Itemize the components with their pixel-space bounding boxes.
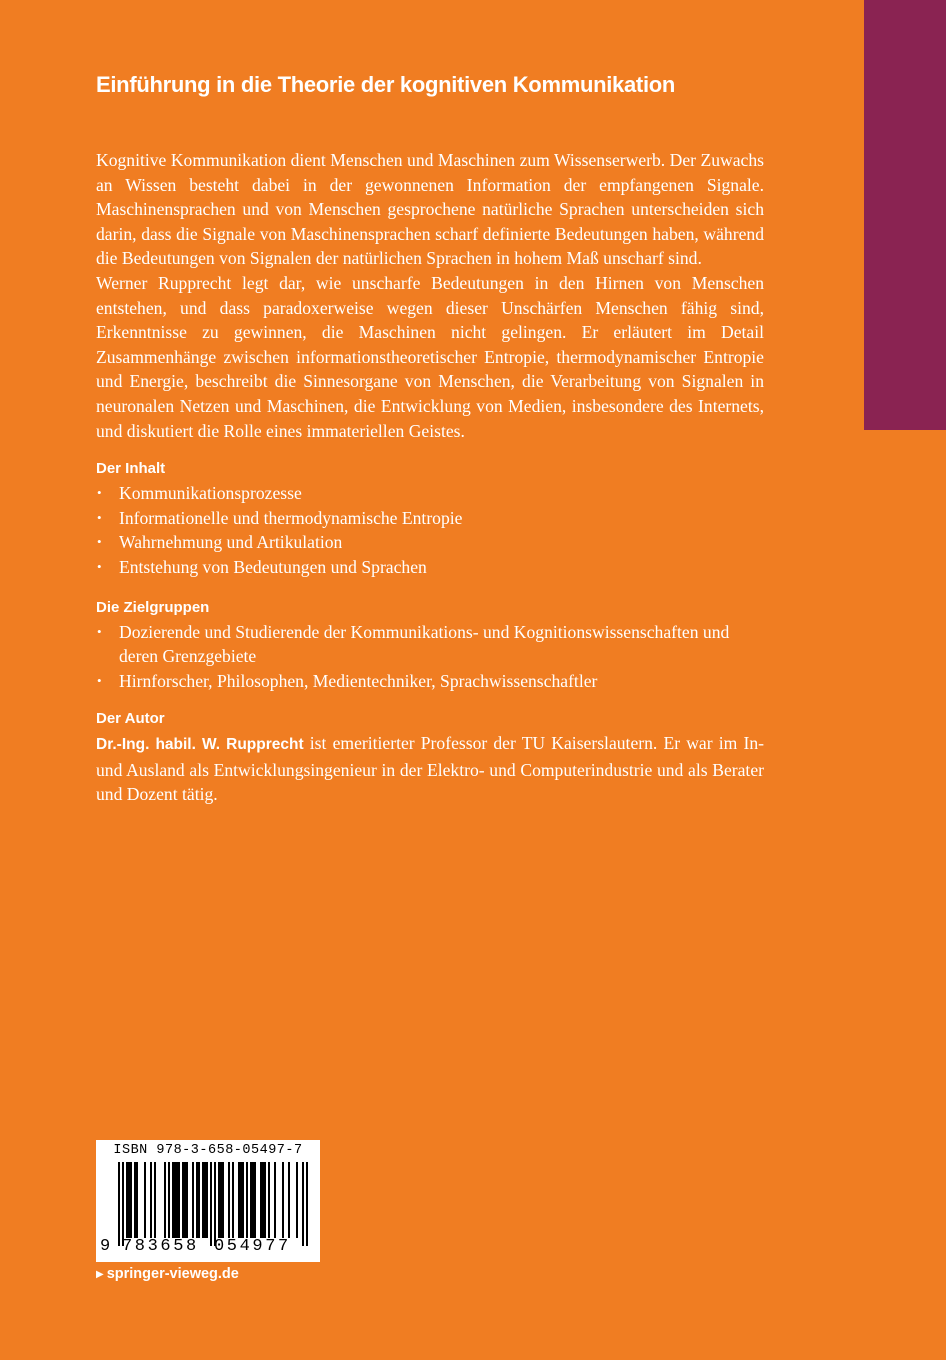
barcode-bar bbox=[182, 1162, 184, 1238]
barcode-bar bbox=[174, 1162, 176, 1238]
barcode-guard-bar bbox=[214, 1162, 216, 1246]
barcode-bar bbox=[274, 1162, 276, 1238]
autor-heading: Der Autor bbox=[96, 710, 165, 728]
autor-paragraph bbox=[96, 731, 764, 807]
arrow-right-icon: ▶ bbox=[96, 1269, 104, 1280]
barcode-bar bbox=[242, 1162, 244, 1238]
barcode-bar bbox=[220, 1162, 222, 1238]
barcode-bar bbox=[250, 1162, 252, 1238]
barcode-bar bbox=[218, 1162, 220, 1238]
barcode-bar bbox=[168, 1162, 170, 1238]
zielgruppen-list bbox=[96, 620, 764, 694]
barcode-bar bbox=[176, 1162, 178, 1238]
author-bio: ist emeritierter Professor der TU Kaiserslautern. Er war im In- und Ausland als Entwicklungsingenieur in der Elektro- und Computerindustrie und als Berater und Dozent tätig. bbox=[96, 733, 764, 805]
bullet-icon: • bbox=[97, 623, 102, 639]
barcode-guard-bar bbox=[302, 1162, 304, 1246]
intro-paragraph-1: Kognitive Kommunikation dient Menschen und Maschinen zum Wissenserwerb. Der Zuwachs an Wissen besteht dabei in der gewonnenen Information der empfangenen Signale. Maschinensprachen und von Menschen gesprochene natürliche Sprachen unterscheiden sich darin, dass die Signale von Maschinensprachen scharf definierte Bedeutungen haben, während die Bedeutungen von Signalen der natürlichen Sprachen in hohem Maß unscharf sind. bbox=[96, 150, 764, 269]
zielgruppen-heading: Die Zielgruppen bbox=[96, 598, 210, 616]
list-item: • Informationelle und thermodynamische Entropie bbox=[96, 506, 764, 531]
page-title: Einführung in die Theorie der kognitiven Kommunikation bbox=[96, 72, 676, 97]
barcode-bar bbox=[238, 1162, 240, 1238]
barcode-digits-left: 783658 bbox=[122, 1237, 199, 1256]
barcode-bar bbox=[126, 1162, 128, 1238]
publisher-url[interactable]: springer-vieweg.de bbox=[106, 1266, 239, 1282]
barcode-bar bbox=[184, 1162, 186, 1238]
barcode-bar bbox=[144, 1162, 146, 1238]
bullet-icon: • bbox=[97, 509, 102, 525]
barcode-bar bbox=[178, 1162, 180, 1238]
barcode-bar bbox=[262, 1162, 264, 1238]
barcode-bar bbox=[186, 1162, 188, 1238]
barcode-guard-bar bbox=[118, 1162, 120, 1246]
inhalt-heading: Der Inhalt bbox=[96, 460, 166, 478]
barcode-bar bbox=[136, 1162, 138, 1238]
list-item: • Dozierende und Studierende der Kommunikations- und Kognitionswissenschaften und deren Grenzgebiete bbox=[97, 621, 730, 667]
barcode-bar bbox=[254, 1162, 256, 1238]
barcode-bar bbox=[288, 1162, 290, 1238]
bullet-icon: • bbox=[97, 558, 102, 574]
barcode-bar bbox=[260, 1162, 262, 1238]
barcode-bar bbox=[282, 1162, 284, 1238]
barcode-bar bbox=[240, 1162, 242, 1238]
barcode-bar bbox=[196, 1162, 198, 1238]
barcode-bar bbox=[198, 1162, 200, 1238]
barcode-bar bbox=[130, 1162, 132, 1238]
barcode-guard-bar bbox=[306, 1162, 308, 1246]
barcode-bar bbox=[232, 1162, 234, 1238]
barcode-bar bbox=[264, 1162, 266, 1238]
barcode-bar bbox=[150, 1162, 152, 1238]
list-item: • Hirnforscher, Philosophen, Medientechniker, Sprachwissenschaftler bbox=[96, 669, 764, 694]
isbn-number: ISBN 978-3-658-05497-7 bbox=[113, 1143, 303, 1158]
barcode-bar bbox=[134, 1162, 136, 1238]
bullet-icon: • bbox=[97, 672, 102, 688]
inhalt-list bbox=[96, 481, 764, 579]
barcode-guard-bar bbox=[210, 1162, 212, 1246]
intro-paragraph-2: Werner Rupprecht legt dar, wie unscharfe Bedeutungen in den Hirnen von Menschen entstehen, und dass paradoxerweise wegen dieser Unschärfen Menschen fähig sind, Erkenntnisse zu gewinnen, die Maschinen nicht gelingen. Er erläutert im Detail Zusammenhänge zwischen informationstheoretischer Entropie, thermodynamischer Entropie und Energie, beschreibt die Sinnesorgane von Menschen, die Verarbeitung von Signalen in neuronalen Netzen und Maschinen, die Entwicklung von Medien, insbesondere des Internets, und diskutiert die Rolle eines immateriellen Geistes. bbox=[96, 272, 764, 441]
barcode-bar bbox=[164, 1162, 166, 1238]
barcode-bar bbox=[204, 1162, 206, 1238]
barcode-digit-lead: 9 bbox=[100, 1237, 111, 1256]
barcode-bar bbox=[202, 1162, 204, 1238]
barcode-bar bbox=[222, 1162, 224, 1238]
barcode-bar bbox=[128, 1162, 130, 1238]
barcode-bar bbox=[172, 1162, 174, 1238]
barcode-bar bbox=[246, 1162, 248, 1238]
barcode-bar bbox=[268, 1162, 270, 1238]
barcode-bar bbox=[252, 1162, 254, 1238]
barcode-bar bbox=[296, 1162, 298, 1238]
barcode-bar bbox=[206, 1162, 208, 1238]
list-item: • Wahrnehmung und Artikulation bbox=[96, 530, 764, 555]
barcode-bar bbox=[154, 1162, 156, 1238]
bullet-icon: • bbox=[97, 534, 102, 550]
barcode-digits-right: 054977 bbox=[214, 1237, 291, 1256]
corner-color-band bbox=[864, 0, 946, 430]
isbn-barcode bbox=[96, 1140, 320, 1262]
back-cover-text bbox=[96, 148, 764, 807]
publisher-link[interactable] bbox=[96, 1266, 239, 1282]
list-item: • Entstehung von Bedeutungen und Sprachen bbox=[96, 555, 764, 580]
bullet-icon: • bbox=[97, 485, 102, 501]
barcode-guard-bar bbox=[122, 1162, 124, 1246]
author-name: Dr.-Ing. habil. W. Rupprecht bbox=[96, 736, 304, 754]
list-item: • Kommunikationsprozesse bbox=[96, 481, 764, 506]
barcode-bar bbox=[192, 1162, 194, 1238]
barcode-bar bbox=[228, 1162, 230, 1238]
